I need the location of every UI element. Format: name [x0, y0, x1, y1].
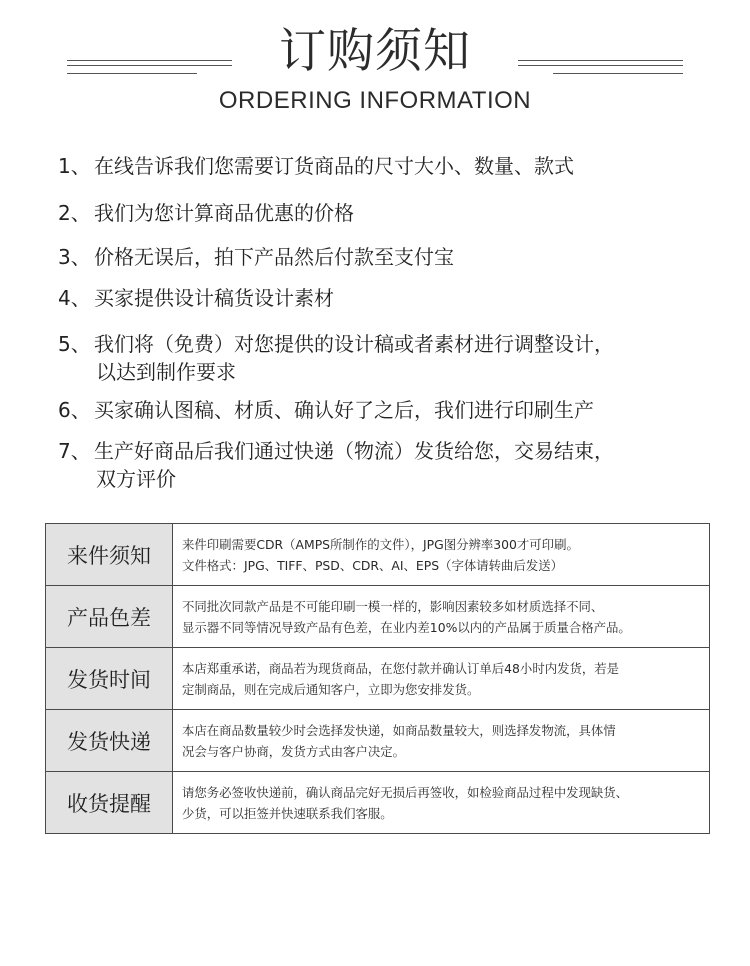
step-number: 7、 [58, 439, 91, 463]
info-table [45, 523, 710, 834]
step-number: 2、 [58, 201, 91, 225]
step-text: 我们将（免费）对您提供的设计稿或者素材进行调整设计， [94, 332, 614, 356]
table-row [46, 524, 709, 586]
step-text: 在线告诉我们您需要订货商品的尺寸大小、数量、款式 [94, 154, 574, 178]
title-right-decorative-lines [518, 60, 683, 80]
step-number: 6、 [58, 398, 91, 422]
step-item [58, 396, 708, 424]
step-item [58, 284, 708, 312]
row-text: 来件印刷需要CDR（AMPS所制作的文件），JPG图分辨率300才可印刷。 文件格式：JPG、TIFF、PSD、CDR、AI、EPS（字体请转曲后发送） [182, 536, 579, 573]
step-item [58, 243, 708, 271]
step-number: 1、 [58, 154, 91, 178]
row-label: 收货提醒 [46, 772, 173, 833]
table-row [46, 710, 709, 772]
step-item [58, 437, 708, 493]
header [0, 0, 750, 120]
step-text: 买家提供设计稿货设计素材 [94, 286, 334, 310]
row-label: 发货时间 [46, 648, 173, 709]
step-text-continued: 以达到制作要求 [96, 360, 236, 384]
step-item [58, 199, 708, 227]
step-text-continued: 双方评价 [96, 467, 176, 491]
step-text: 价格无误后，拍下产品然后付款至支付宝 [94, 245, 454, 269]
table-row [46, 586, 709, 648]
step-text: 我们为您计算商品优惠的价格 [94, 201, 354, 225]
step-number: 4、 [58, 286, 91, 310]
step-number: 3、 [58, 245, 91, 269]
step-item [58, 330, 708, 386]
step-number: 5、 [58, 332, 91, 356]
row-text: 请您务必签收快递前，确认商品完好无损后再签收，如检验商品过程中发现缺货、 少货，可以拒签并快速联系我们客服。 [182, 784, 629, 821]
row-text: 本店在商品数量较少时会选择发快递，如商品数量较大，则选择发物流，具体情 况会与客户协商，发货方式由客户决定。 [182, 722, 616, 759]
page-title: 订购须知 [279, 24, 471, 79]
step-item [58, 152, 708, 180]
row-text: 本店郑重承诺，商品若为现货商品，在您付款并确认订单后48小时内发货，若是 定制商品，则在完成后通知客户，立即为您安排发货。 [182, 660, 620, 697]
row-text: 不同批次同款产品是不可能印刷一模一样的，影响因素较多如材质选择不同、 显示器不同等情况导致产品有色差，在业内差10%以内的产品属于质量合格产品。 [182, 598, 631, 635]
row-label: 产品色差 [46, 586, 173, 647]
row-label: 来件须知 [46, 524, 173, 585]
page-subtitle: ORDERING INFORMATION [218, 87, 532, 114]
table-row [46, 772, 709, 833]
table-row [46, 648, 709, 710]
step-text: 生产好商品后我们通过快递（物流）发货给您，交易结束， [94, 439, 614, 463]
step-text: 买家确认图稿、材质、确认好了之后，我们进行印刷生产 [94, 398, 594, 422]
row-label: 发货快递 [46, 710, 173, 771]
